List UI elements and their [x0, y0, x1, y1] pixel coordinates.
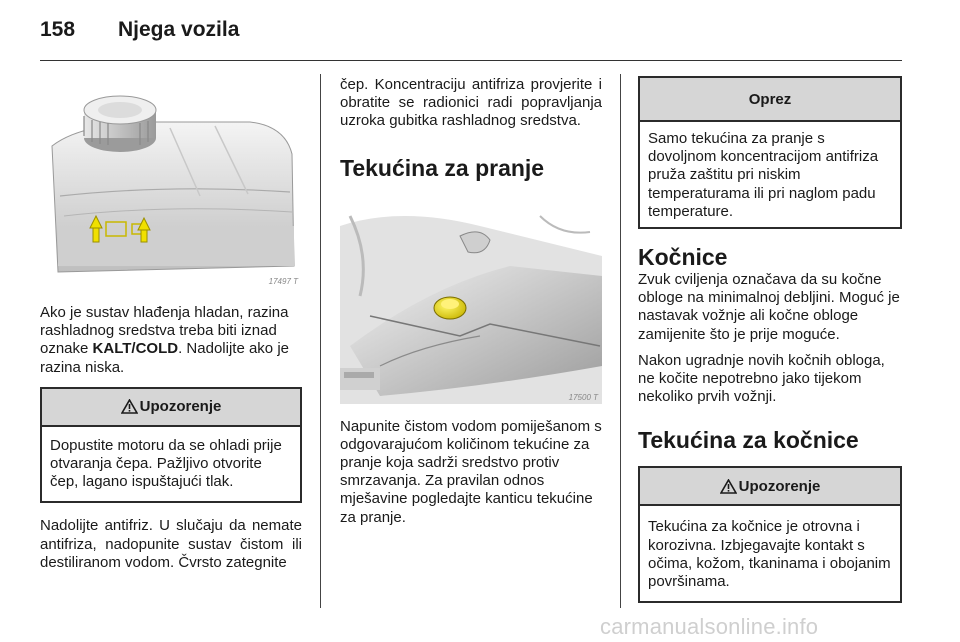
- column-3: [638, 76, 902, 603]
- warning-title: Upozorenje: [139, 398, 222, 416]
- warning-text: Dopustite motoru da se ohladi prije otvaranja čepa. Pažljivo otvorite čep, lagano ispuštajući tlak.: [50, 436, 282, 491]
- header-rule: [40, 60, 902, 61]
- watermark: carmanualsonline.info: [600, 614, 819, 639]
- warning-text: Tekućina za kočnice je otrovna i korozivna. Izbjegavajte kontakt s očima, kožom, tkaninama i obojanim površinama.: [648, 518, 891, 591]
- coolant-text-end: . Nadolijte ako je razina niska.: [40, 340, 289, 376]
- figure-code: 17497 T: [268, 277, 298, 286]
- brakes-paragraph-1: Zvuk cviljenja označava da su kočne obloge na minimalnoj debljini. Moguć je nastavak vožnje ali kočne obloge zamijenite što je prije moguće.: [638, 271, 900, 343]
- caution-header: [640, 78, 900, 122]
- warning-header: [640, 468, 900, 506]
- warning-triangle-icon: [121, 399, 138, 414]
- coolant-text-start: Ako je sustav hlađenja hladan, razina rashladnog sredstva treba biti iznad oznake: [40, 304, 289, 358]
- washer-fluid-paragraph: Napunite čistom vodom pomiješanom s odgovarajućom količinom tekućine za pranje koja sadrži sredstvo protiv smrzavanja. Za pravilan odnos mješavine pogledajte kanticu tekućine za pranje.: [340, 417, 602, 526]
- warning-title: Upozorenje: [738, 477, 821, 495]
- antifreeze-paragraph: Nadolijte antifriz. U slučaju da nemate antifriza, nadopunite sustav čistom ili destiliranom vodom. Čvrsto zategnite: [40, 517, 302, 571]
- caution-title: Oprez: [748, 90, 792, 108]
- column-separator-2: [620, 74, 621, 608]
- coolant-paragraph: [40, 304, 302, 377]
- coolant-mark-label: KALT/COLD: [92, 340, 179, 358]
- coolant-reservoir-illustration: [40, 76, 302, 288]
- column-separator-1: [320, 74, 321, 608]
- page-number: 158: [40, 18, 76, 41]
- column-1: [40, 76, 302, 572]
- warning-header: [42, 389, 300, 427]
- caution-box-washer: [638, 76, 902, 229]
- washer-reservoir-figure: [340, 196, 602, 404]
- warning-box-brake-fluid: [638, 466, 902, 603]
- figure-code: 17500 T: [568, 392, 598, 402]
- washer-fluid-heading: Tekućina za pranje: [340, 154, 545, 181]
- warning-box-coolant: [40, 387, 302, 504]
- column-2: [340, 76, 602, 527]
- washer-reservoir-illustration: [340, 196, 602, 404]
- coolant-reservoir-figure: [40, 76, 302, 288]
- warning-triangle-icon: [720, 479, 737, 494]
- brakes-paragraph-2: Nakon ugradnje novih kočnih obloga, ne kočite nepotrebno jako tijekom nekoliko prvih vožnji.: [638, 351, 885, 406]
- page-title: Njega vozila: [118, 18, 240, 41]
- brake-fluid-heading: Tekućina za kočnice: [638, 427, 859, 454]
- antifreeze-continued: čep. Koncentraciju antifriza provjerite i obratite se radionici radi popravljanja uzroka gubitka rashladnog sredstva.: [340, 76, 602, 130]
- caution-text: Samo tekućina za pranje s dovoljnom koncentracijom antifriza pruža zaštitu pri niskim temperaturama ili pri naglom padu temperature.: [648, 130, 879, 220]
- brakes-heading: Kočnice: [638, 244, 728, 271]
